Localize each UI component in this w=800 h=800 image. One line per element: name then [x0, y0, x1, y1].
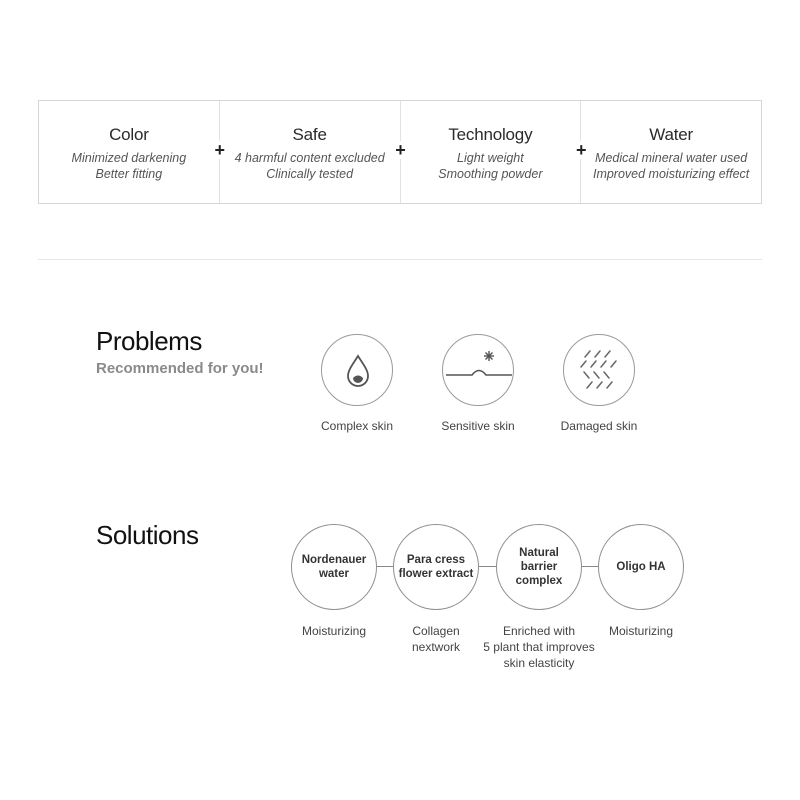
solution-name: Nordenauer water [301, 554, 367, 580]
solution-circle [393, 524, 479, 610]
feature-title: Technology [448, 125, 533, 144]
feature-water [575, 101, 761, 203]
plus-icon: + [572, 141, 590, 159]
solution-name: Para cress flower extract [398, 554, 474, 580]
solution-name: Oligo HA [616, 561, 666, 573]
solution-desc: Moisturizing [301, 624, 367, 638]
feature-line: 4 harmful content excluded [234, 151, 385, 165]
problem-sensitive-skin [423, 334, 533, 433]
feature-technology [395, 101, 581, 203]
feature-title: Water [649, 125, 693, 144]
solution-circle [291, 524, 377, 610]
section-divider [38, 259, 762, 260]
solution-desc: Moisturizing [608, 624, 674, 638]
plus-icon: + [392, 141, 410, 159]
features-bar [38, 100, 762, 204]
damaged-skin-icon [563, 334, 635, 406]
feature-line: Clinically tested [266, 167, 354, 181]
feature-line: Light weight [457, 151, 524, 165]
problems-title: Problems [96, 326, 202, 356]
water-drop-icon [321, 334, 393, 406]
feature-line: Better fitting [95, 167, 163, 181]
problem-label: Damaged skin [560, 419, 638, 433]
plus-icon: + [211, 141, 229, 159]
problem-complex-skin [302, 334, 412, 433]
problem-label: Sensitive skin [441, 419, 515, 433]
feature-title: Safe [292, 125, 327, 144]
problems-subtitle: Recommended for you! [96, 360, 264, 377]
solution-desc: Collagen nextwork [411, 624, 461, 654]
sensitive-skin-icon [442, 334, 514, 406]
feature-color [39, 101, 219, 203]
solution-para-cress [376, 524, 496, 655]
solution-circle [496, 524, 582, 610]
solution-desc: Enriched with 5 plant that improves skin elasticity [483, 624, 595, 670]
feature-line: Smoothing powder [438, 167, 543, 181]
solutions-title: Solutions [96, 520, 199, 550]
feature-line: Improved moisturizing effect [592, 167, 750, 181]
problem-damaged-skin [544, 334, 654, 433]
feature-line: Minimized darkening [71, 151, 187, 165]
solution-oligo-ha [581, 524, 701, 639]
feature-line: Medical mineral water used [595, 151, 748, 165]
feature-safe [214, 101, 400, 203]
problem-label: Complex skin [320, 419, 394, 433]
feature-title: Color [109, 125, 149, 144]
solution-name: Natural barrier complex [515, 547, 563, 587]
solution-circle [598, 524, 684, 610]
